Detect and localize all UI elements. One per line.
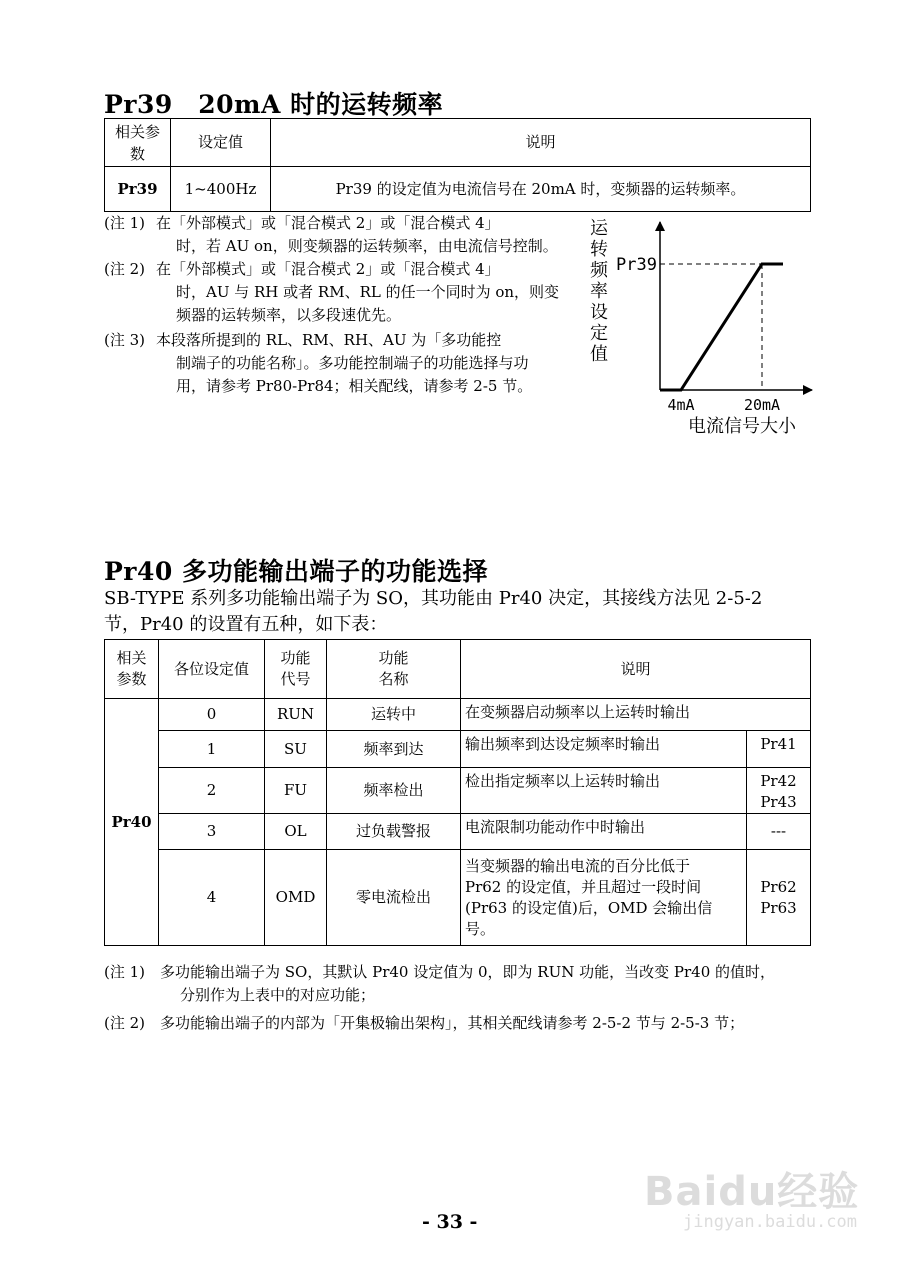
intro-line: 节，Pr40 的设置有五种，如下表： — [104, 614, 388, 635]
pr40-table — [104, 639, 811, 946]
note-label: (注 1) — [104, 214, 146, 232]
row-desc: 输出频率到达设定频率时输出 — [461, 731, 747, 768]
baidu-watermark-logo: Baidu经验 — [644, 1169, 860, 1215]
note-line: 频器的运转频率，以多段速优先。 — [176, 306, 402, 324]
table-row — [105, 699, 811, 731]
row-value: 4 — [159, 850, 265, 946]
pr39-frequency-chart — [585, 210, 830, 445]
row-name: 零电流检出 — [327, 850, 461, 946]
row-ref: Pr62 Pr63 — [747, 850, 811, 946]
row-ref: --- — [747, 814, 811, 850]
pr39-table — [104, 118, 811, 212]
note-label: (注 1) — [104, 963, 146, 981]
pr39-row-param: Pr39 — [105, 167, 171, 212]
row-value: 3 — [159, 814, 265, 850]
ylabel-char: 值 — [590, 344, 608, 365]
frequency-series-line — [660, 264, 783, 390]
note-line: 多功能输出端子为 SO，其默认 Pr40 设定值为 0，即为 RUN 功能，当改变 Pr40 的值时， — [160, 963, 776, 981]
note-line: 在「外部模式」或「混合模式 2」或「混合模式 4」 — [156, 260, 500, 278]
table-row — [105, 768, 811, 814]
header-param: 相关 参数 — [105, 640, 159, 699]
intro-line: SB-TYPE 系列多功能输出端子为 SO，其功能由 Pr40 决定，其接线方法见 2-5-2 — [104, 588, 763, 609]
pr39-row-desc: Pr39 的设定值为电流信号在 20mA 时，变频器的运转频率。 — [271, 167, 811, 212]
x-tick-4ma: 4mA — [667, 396, 695, 414]
row-desc: 当变频器的输出电流的百分比低于 Pr62 的设定值，并且超过一段时间 (Pr63 的设定值)后，OMD 会输出信 号。 — [461, 850, 747, 946]
param-cell: Pr40 — [105, 699, 159, 946]
row-name: 过负载警报 — [327, 814, 461, 850]
note-line: 时，AU 与 RH 或者 RM、RL 的任一个同时为 on，则变 — [176, 283, 560, 301]
ylabel-char: 率 — [590, 281, 608, 302]
row-value: 1 — [159, 731, 265, 768]
table-row — [105, 814, 811, 850]
pr39-row-range: 1~400Hz — [171, 167, 271, 212]
ylabel-char: 转 — [590, 239, 608, 260]
note-label: (注 2) — [104, 1014, 146, 1032]
row-desc: 在变频器启动频率以上运转时输出 — [461, 699, 811, 731]
note-line: 时，若 AU on，则变频器的运转频率，由电流信号控制。 — [176, 237, 558, 255]
row-code: OMD — [265, 850, 327, 946]
table-row — [105, 850, 811, 946]
pr39-header-setting: 设定值 — [171, 119, 271, 167]
note-line: 制端子的功能名称」。多功能控制端子的功能选择与功 — [176, 354, 529, 372]
ylabel-char: 定 — [590, 323, 608, 344]
pr39-note-3 — [104, 329, 584, 398]
row-name: 频率检出 — [327, 768, 461, 814]
row-name: 运转中 — [327, 699, 461, 731]
row-ref: Pr42 Pr43 — [747, 768, 811, 814]
note-label: (注 2) — [104, 260, 146, 278]
pr40-intro — [104, 586, 844, 638]
baidu-watermark-url: jingyan.baidu.com — [683, 1212, 857, 1232]
note-line: 多功能输出端子的内部为「开集极输出架构」，其相关配线请参考 2-5-2 节与 2-5-3 节； — [160, 1014, 745, 1032]
pr40-title: Pr40 多功能输出端子的功能选择 — [104, 557, 488, 586]
ylabel-char: 设 — [590, 302, 608, 323]
pr39-header-param: 相关参数 — [105, 119, 171, 167]
row-code: OL — [265, 814, 327, 850]
note-label: (注 3) — [104, 331, 146, 349]
chart-ylabel — [590, 218, 609, 365]
pr39-title: Pr39 20mA 时的运转频率 — [104, 90, 444, 119]
row-desc: 电流限制功能动作中时输出 — [461, 814, 747, 850]
x-tick-20ma: 20mA — [743, 396, 781, 414]
note-line: 用，请参考 Pr80-Pr84；相关配线，请参考 2-5 节。 — [176, 377, 533, 395]
y-tick-pr39: Pr39 — [616, 255, 657, 275]
pr40-note-2 — [104, 1012, 844, 1035]
header-code: 功能 代号 — [265, 640, 327, 699]
chart-xlabel: 电流信号大小 — [688, 416, 796, 437]
row-ref: Pr41 — [747, 731, 811, 768]
row-name: 频率到达 — [327, 731, 461, 768]
row-code: FU — [265, 768, 327, 814]
note-line: 本段落所提到的 RL、RM、RH、AU 为「多功能控 — [156, 331, 502, 349]
pr40-note-1 — [104, 961, 844, 1007]
row-code: SU — [265, 731, 327, 768]
pr39-note-2 — [104, 258, 584, 327]
header-desc: 说明 — [461, 640, 811, 699]
ylabel-char: 频 — [590, 260, 608, 281]
note-line: 分别作为上表中的对应功能； — [180, 986, 376, 1004]
header-name: 功能 名称 — [327, 640, 461, 699]
header-setting: 各位设定值 — [159, 640, 265, 699]
row-code: RUN — [265, 699, 327, 731]
ylabel-char: 运 — [590, 218, 608, 239]
pr39-note-1 — [104, 212, 584, 258]
note-line: 在「外部模式」或「混合模式 2」或「混合模式 4」 — [156, 214, 500, 232]
row-value: 0 — [159, 699, 265, 731]
pr39-header-desc: 说明 — [271, 119, 811, 167]
table-row — [105, 731, 811, 768]
page-number: - 33 - — [422, 1211, 478, 1233]
row-desc: 检出指定频率以上运转时输出 — [461, 768, 747, 814]
row-value: 2 — [159, 768, 265, 814]
